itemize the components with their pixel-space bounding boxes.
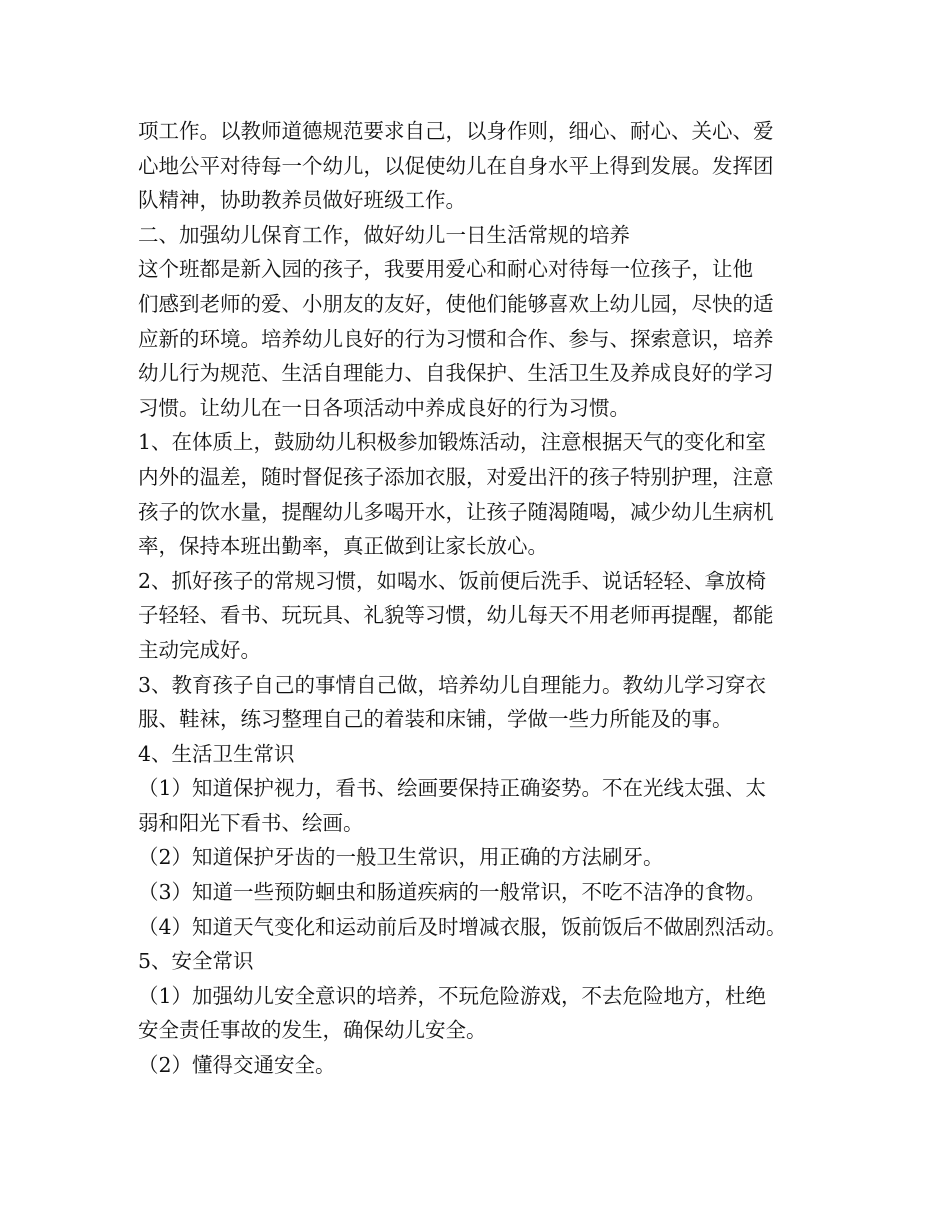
text-line: 应新的环境。培养幼儿良好的行为习惯和合作、参与、探索意识，培养 (138, 326, 774, 351)
text-line: 安全责任事故的发生，确保幼儿安全。 (138, 1018, 487, 1043)
text-line: 服、鞋袜，练习整理自己的着装和床铺，学做一些力所能及的事。 (138, 707, 733, 732)
text-line: 心地公平对待每一个幼儿，以促使幼儿在自身水平上得到发展。发挥团 (138, 153, 774, 178)
text-line: 幼儿行为规范、生活自理能力、自我保护、生活卫生及养成良好的学习 (138, 361, 774, 386)
list-item-4: 4、生活卫生常识 (138, 741, 295, 766)
sub-item: （1）加强幼儿安全意识的培养，不玩危险游戏，不去危险地方，杜绝 (138, 983, 767, 1008)
text-line: 内外的温差，随时督促孩子添加衣服，对爱出汗的孩子特别护理，注意 (138, 464, 774, 489)
section-heading: 二、加强幼儿保育工作，做好幼儿一日生活常规的培养 (138, 222, 630, 247)
list-item-5: 5、安全常识 (138, 949, 254, 974)
text-line: 子轻轻、看书、玩玩具、礼貌等习惯，幼儿每天不用老师再提醒，都能 (138, 603, 774, 628)
text-line: 主动完成好。 (138, 637, 261, 662)
text-line: 孩子的饮水量，提醒幼儿多喝开水，让孩子随渴随喝，减少幼儿生病机 (138, 499, 774, 524)
document-body (138, 114, 838, 1083)
sub-item: （3）知道一些预防蛔虫和肠道疾病的一般常识，不吃不洁净的食物。 (138, 880, 767, 905)
text-line: 率，保持本班出勤率，真正做到让家长放心。 (138, 534, 548, 559)
list-item-1: 1、在体质上，鼓励幼儿积极参加锻炼活动，注意根据天气的变化和室 (138, 430, 767, 455)
list-item-2: 2、抓好孩子的常规习惯，如喝水、饭前便后洗手、说话轻轻、拿放椅 (138, 568, 767, 593)
sub-item: （2）懂得交通安全。 (138, 1053, 336, 1078)
sub-item: （2）知道保护牙齿的一般卫生常识，用正确的方法刷牙。 (138, 845, 664, 870)
sub-item: （4）知道天气变化和运动前后及时增减衣服，饭前饭后不做剧烈活动。 (138, 914, 787, 939)
text-line: 们感到老师的爱、小朋友的友好，使他们能够喜欢上幼儿园，尽快的适 (138, 291, 774, 316)
text-line: 队精神，协助教养员做好班级工作。 (138, 188, 466, 213)
text-line: 这个班都是新入园的孩子，我要用爱心和耐心对待每一位孩子，让他 (138, 257, 753, 282)
list-item-3: 3、教育孩子自己的事情自己做，培养幼儿自理能力。教幼儿学习穿衣 (138, 672, 767, 697)
text-line: 项工作。以教师道德规范要求自己，以身作则，细心、耐心、关心、爱 (138, 119, 774, 143)
sub-item: （1）知道保护视力，看书、绘画要保持正确姿势。不在光线太强、太 (138, 776, 767, 801)
text-line: 习惯。让幼儿在一日各项活动中养成良好的行为习惯。 (138, 395, 630, 420)
text-line: 弱和阳光下看书、绘画。 (138, 810, 364, 835)
